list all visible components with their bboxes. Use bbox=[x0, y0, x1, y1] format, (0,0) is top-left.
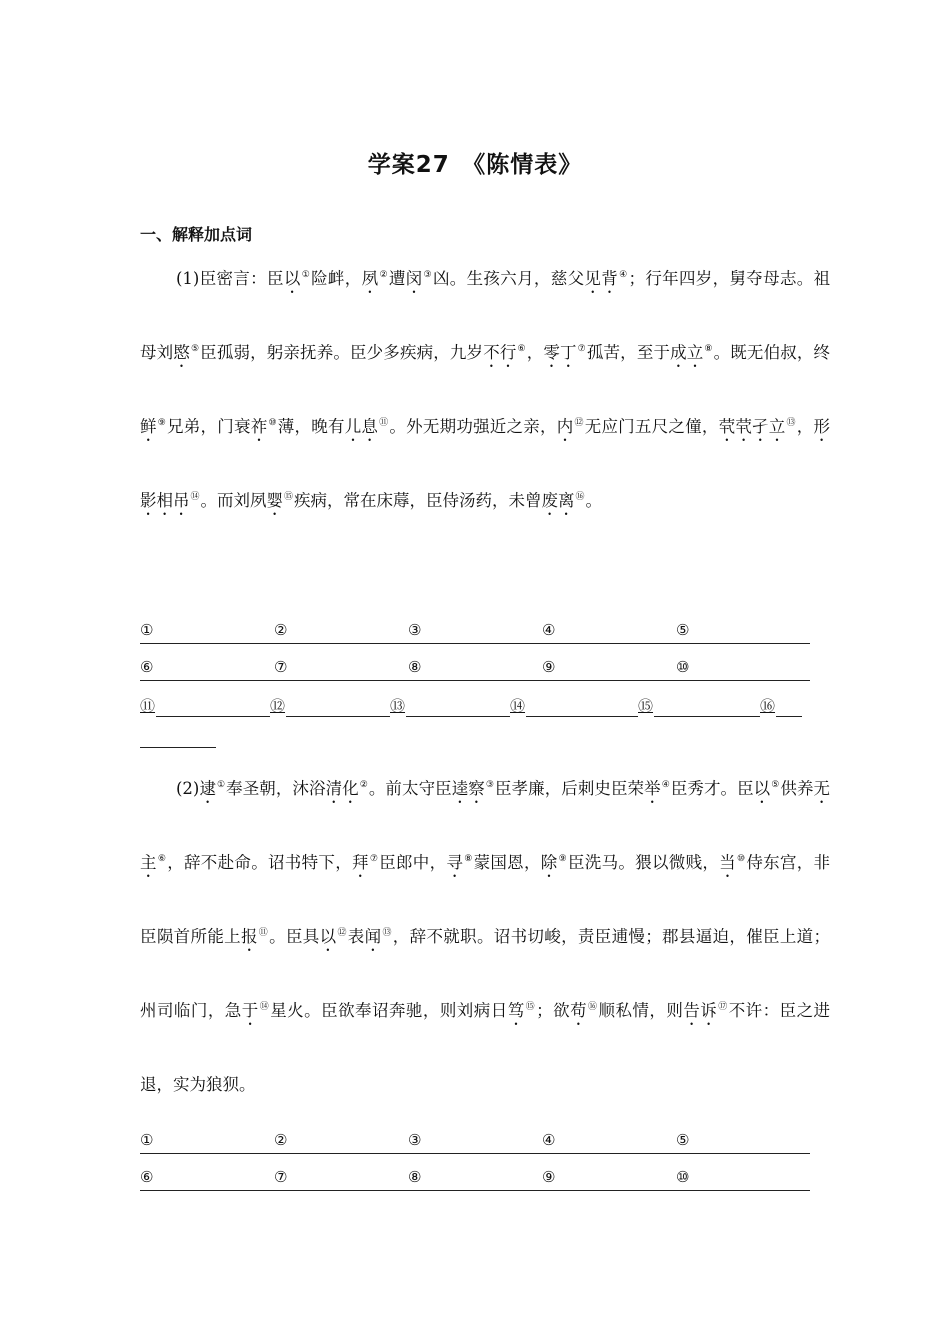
answer-label: ④ bbox=[542, 621, 556, 639]
answer-row-1-1[interactable] bbox=[140, 619, 810, 644]
passage-text: 凶。生孩六月，慈父 bbox=[432, 269, 585, 288]
answer-label: ⑩ bbox=[676, 1168, 690, 1186]
passage-text: 侍东宫，非臣陨首所能上 bbox=[140, 853, 831, 946]
emphasized-word: 零丁 bbox=[543, 343, 577, 362]
passage-text: 。前太守臣 bbox=[368, 779, 452, 798]
answer-label: ⑨ bbox=[542, 1168, 556, 1186]
emphasized-word: 清化 bbox=[325, 779, 359, 798]
answer-row-2-1[interactable] bbox=[140, 1129, 810, 1154]
footnote-marker: ① bbox=[217, 780, 226, 790]
emphasized-word: 见背 bbox=[584, 269, 619, 288]
emphasized-word: 愍 bbox=[173, 343, 190, 362]
answer-label: ⑬ bbox=[390, 697, 406, 715]
section-heading: 一、解释加点词 bbox=[140, 225, 253, 244]
answer-label: ② bbox=[274, 1131, 288, 1149]
passage-text: ；行年四岁，舅夺母志。祖母刘 bbox=[140, 269, 831, 362]
footnote-marker: ⑥ bbox=[517, 344, 526, 354]
passage-text: 。 bbox=[585, 491, 603, 510]
passage-text: ；欲 bbox=[536, 1001, 571, 1020]
answer-line bbox=[654, 716, 760, 717]
passage-text: 臣秀才。臣 bbox=[670, 779, 754, 798]
passage-text: 蒙国恩， bbox=[473, 853, 541, 872]
emphasized-word: 祚 bbox=[250, 417, 268, 436]
emphasized-word: 无主 bbox=[140, 779, 831, 872]
answer-label: ⑥ bbox=[140, 1168, 154, 1186]
emphasized-word: 逮 bbox=[199, 779, 217, 798]
emphasized-word: 逵察 bbox=[451, 779, 485, 798]
footnote-marker: ⑧ bbox=[464, 854, 473, 864]
answer-label: ⑥ bbox=[140, 658, 154, 676]
passage-text: 奉圣朝，沐浴 bbox=[226, 779, 326, 798]
answer-label: ④ bbox=[542, 1131, 556, 1149]
emphasized-word: 除 bbox=[540, 853, 558, 872]
emphasized-word: 不行 bbox=[483, 343, 517, 362]
answer-line-continuation[interactable] bbox=[140, 747, 216, 748]
passage-text: 臣郎中， bbox=[379, 853, 447, 872]
answer-line bbox=[156, 716, 270, 717]
passage-text: 兄弟，门衰 bbox=[167, 417, 251, 436]
footnote-marker: ⑥ bbox=[157, 854, 167, 864]
passage-text: (2) bbox=[176, 779, 200, 798]
page-title: 学案27 《陈情表》 bbox=[367, 152, 583, 178]
emphasized-word: 拜 bbox=[352, 853, 369, 872]
footnote-marker: ⑭ bbox=[190, 492, 200, 502]
footnote-marker: ② bbox=[359, 780, 368, 790]
footnote-marker: ⑤ bbox=[190, 344, 200, 354]
emphasized-word: 以 bbox=[319, 927, 337, 946]
passage-text: 险衅， bbox=[311, 269, 362, 288]
answer-label: ⑦ bbox=[274, 658, 288, 676]
answer-label: ① bbox=[140, 621, 154, 639]
answer-label: ② bbox=[274, 621, 288, 639]
footnote-marker: ⑮ bbox=[525, 1002, 536, 1012]
answer-row-1-2[interactable] bbox=[140, 656, 810, 681]
emphasized-word: 夙 bbox=[361, 269, 379, 288]
answer-line bbox=[286, 716, 390, 717]
emphasized-word: 婴 bbox=[266, 491, 284, 510]
answer-label: ③ bbox=[408, 621, 422, 639]
answer-label: ⑧ bbox=[408, 658, 422, 676]
passage-text: 表 bbox=[347, 927, 365, 946]
footnote-marker: ⑰ bbox=[718, 1002, 728, 1012]
footnote-marker: ③ bbox=[485, 780, 494, 790]
passage-1 bbox=[140, 242, 830, 538]
footnote-marker: ⑨ bbox=[157, 418, 167, 428]
passage-text: 臣孤弱，躬亲抚养。臣少多疾病，九岁 bbox=[200, 343, 484, 362]
passage-text: 不许：臣之进退，实为狼狈。 bbox=[140, 1001, 831, 1094]
emphasized-word: 成立 bbox=[670, 343, 704, 362]
footnote-marker: ⑫ bbox=[337, 928, 347, 938]
answer-label: ① bbox=[140, 1131, 154, 1149]
emphasized-word: 形影相吊 bbox=[140, 417, 830, 510]
emphasized-word: 闵 bbox=[405, 269, 423, 288]
passage-text: 。臣具 bbox=[269, 927, 320, 946]
answer-label: ⑨ bbox=[542, 658, 556, 676]
footnote-marker: ⑫ bbox=[574, 418, 584, 428]
footnote-marker: ⑦ bbox=[577, 344, 586, 354]
emphasized-word: 茕茕孑立 bbox=[718, 417, 786, 436]
passage-text: ，辞不赴命。诏书特下， bbox=[167, 853, 352, 872]
emphasized-word: 苟 bbox=[570, 1001, 588, 1020]
footnote-marker: ⑯ bbox=[575, 492, 585, 502]
answer-label: ⑩ bbox=[676, 658, 690, 676]
answer-label: ⑦ bbox=[274, 1168, 288, 1186]
passage-text: 臣孝廉，后刺史臣荣 bbox=[494, 779, 645, 798]
footnote-marker: ⑪ bbox=[379, 418, 389, 428]
footnote-marker: ⑦ bbox=[369, 854, 379, 864]
footnote-marker: ⑤ bbox=[771, 780, 780, 790]
passage-text: 臣洗马。猥以微贱， bbox=[567, 853, 720, 872]
emphasized-word: 闻 bbox=[364, 927, 382, 946]
footnote-marker: ⑬ bbox=[382, 928, 392, 938]
passage-text: 。外无期功强近之亲， bbox=[389, 417, 557, 436]
answer-row-2-2[interactable] bbox=[140, 1166, 810, 1191]
answer-label: ⑮ bbox=[638, 697, 654, 715]
emphasized-word: 内 bbox=[556, 417, 574, 436]
emphasized-word: 以 bbox=[753, 779, 771, 798]
footnote-marker: ② bbox=[379, 270, 388, 280]
footnote-marker: ⑯ bbox=[588, 1002, 598, 1012]
passage-text: 供养 bbox=[780, 779, 814, 798]
answer-label: ⑪ bbox=[140, 697, 156, 715]
emphasized-word: 以 bbox=[283, 269, 301, 288]
answer-line bbox=[406, 716, 510, 717]
answer-label: ⑧ bbox=[408, 1168, 422, 1186]
answer-label: ③ bbox=[408, 1131, 422, 1149]
answer-label: ⑫ bbox=[270, 697, 286, 715]
footnote-marker: ⑪ bbox=[258, 928, 269, 938]
passage-text: 疾病，常在床蓐，臣侍汤药，未曾 bbox=[294, 491, 542, 510]
answer-label: ⑭ bbox=[510, 697, 526, 715]
passage-2 bbox=[140, 752, 830, 1122]
footnote-marker: ③ bbox=[423, 270, 432, 280]
answer-label: ⑤ bbox=[676, 621, 690, 639]
footnote-marker: ⑩ bbox=[736, 854, 746, 864]
passage-text: 遭 bbox=[388, 269, 406, 288]
footnote-marker: ⑧ bbox=[704, 344, 713, 354]
footnote-marker: ⑨ bbox=[558, 854, 567, 864]
passage-text: 无应门五尺之僮， bbox=[584, 417, 719, 436]
passage-text: 星火。臣欲奉诏奔驰，则刘病日 bbox=[270, 1001, 508, 1020]
emphasized-word: 告诉 bbox=[683, 1001, 718, 1020]
emphasized-word: 于 bbox=[241, 1001, 259, 1020]
emphasized-word: 寻 bbox=[446, 853, 464, 872]
footnote-marker: ⑬ bbox=[786, 418, 796, 428]
emphasized-word: 笃 bbox=[507, 1001, 525, 1020]
passage-text: ， bbox=[796, 417, 814, 436]
emphasized-word: 鲜 bbox=[140, 417, 157, 436]
answer-row-1-3[interactable] bbox=[140, 693, 810, 717]
answer-label: ⑯ bbox=[760, 697, 776, 715]
passage-text: (1)臣密言：臣 bbox=[176, 269, 284, 288]
answer-label: ⑤ bbox=[676, 1131, 690, 1149]
passage-text: 。而刘夙 bbox=[200, 491, 267, 510]
footnote-marker: ④ bbox=[661, 780, 670, 790]
answer-line bbox=[776, 716, 802, 717]
emphasized-word: 儿息 bbox=[344, 417, 379, 436]
footnote-marker: ⑮ bbox=[284, 492, 294, 502]
emphasized-word: 废离 bbox=[541, 491, 575, 510]
footnote-marker: ① bbox=[301, 270, 311, 280]
passage-text: 顺私情，则 bbox=[598, 1001, 684, 1020]
emphasized-word: 当 bbox=[719, 853, 736, 872]
passage-text: 孤苦，至于 bbox=[586, 343, 671, 362]
passage-text: ， bbox=[526, 343, 544, 362]
footnote-marker: ⑭ bbox=[259, 1002, 270, 1012]
passage-text: 薄，晚有 bbox=[277, 417, 345, 436]
footnote-marker: ⑩ bbox=[268, 418, 277, 428]
passage-text: ，辞不就职。诏书切峻，责臣逋慢；郡县逼迫，催臣上道；州司临门，急 bbox=[140, 927, 830, 1020]
emphasized-word: 报 bbox=[240, 927, 258, 946]
emphasized-word: 举 bbox=[644, 779, 661, 798]
answer-line bbox=[526, 716, 638, 717]
footnote-marker: ④ bbox=[619, 270, 628, 280]
passage-text: 。既无伯叔，终 bbox=[713, 343, 831, 362]
